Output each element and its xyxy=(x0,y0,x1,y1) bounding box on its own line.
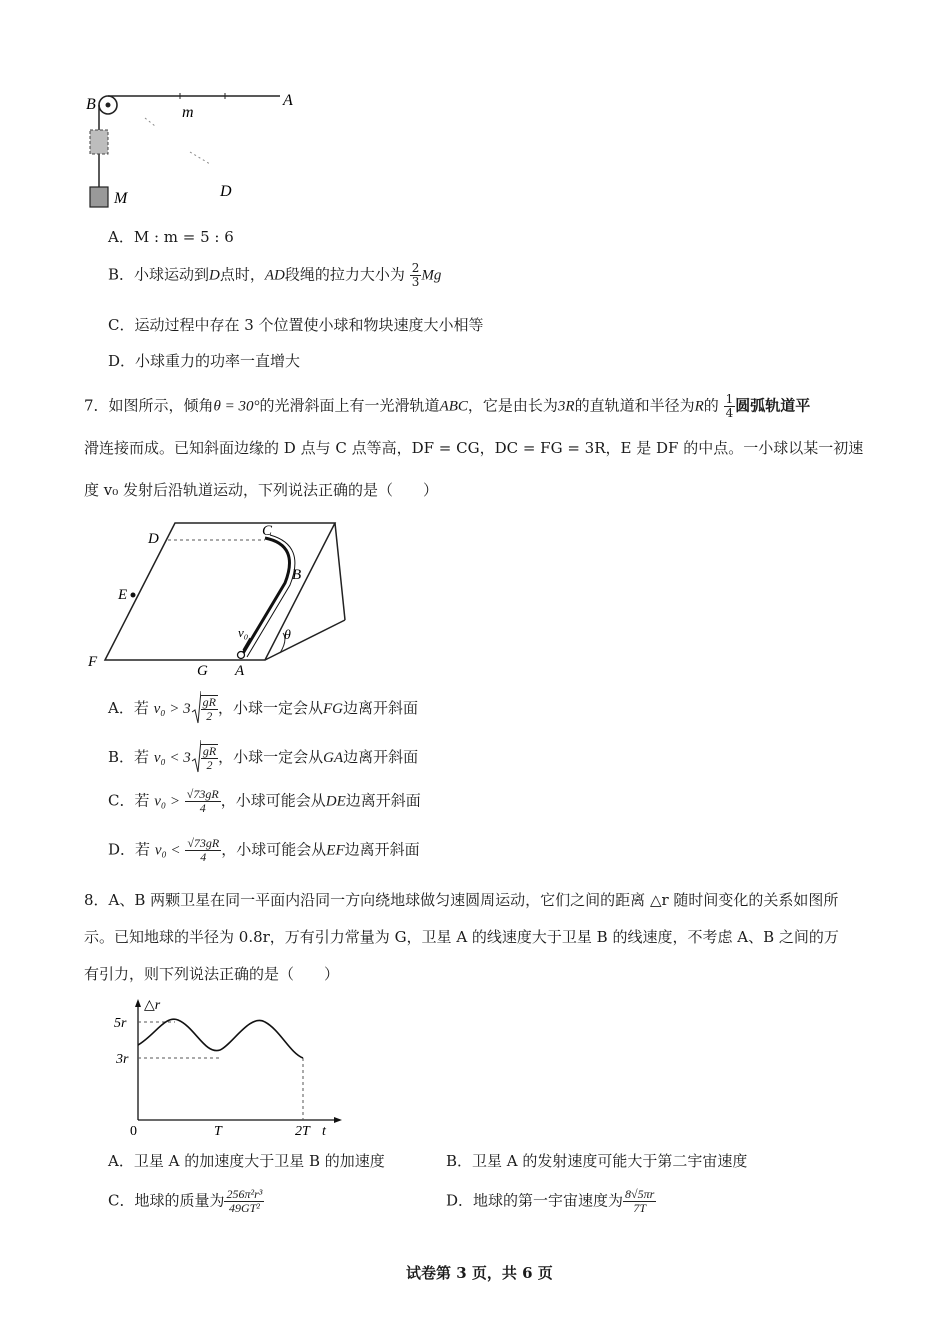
q8-option-d: D．地球的第一宇宙速度为 $\frac{8√5\pi r}{7T}$ xyxy=(446,1187,655,1215)
q8-option-c: C．地球的质量为 $\frac{\text{256π²r³}}{\text{49GT²}}$ xyxy=(108,1187,263,1215)
q7-figure xyxy=(80,515,370,685)
q6-b-mg: Mg xyxy=(421,267,442,284)
fig7-C: C xyxy=(262,523,273,539)
q7-option-b: B．若 v₀ < 3 $\frac{gR}{2}$ ，小球一定会从GA边离开斜面 xyxy=(108,739,418,777)
fig7-v0: v₀ xyxy=(238,625,249,640)
q7-option-a: A．若 v₀ > 3 $\frac{gR}{2}$ ，小球一定会从FG边离开斜面 xyxy=(108,690,418,728)
q7-stem-line2: 滑连接而成。已知斜面边缘的 D 点与 C 点等高，DF = CG，DC = FG = 3R，E 是 DF 的中点。一小球以某一初速 xyxy=(84,439,864,457)
q7-option-c: C．若 v₀ > $\frac{√73gR}{4}$ ，小球可能会从DE边离开斜面 xyxy=(108,787,421,815)
fig8-x0: 0 xyxy=(130,1124,137,1139)
q6-option-a: A．M : m = 5 : 6 xyxy=(108,228,234,246)
fig8-x2T: 2T xyxy=(295,1124,310,1139)
q8-option-b: B．卫星 A 的发射速度可能大于第二宇宙速度 xyxy=(446,1152,748,1170)
q7-stem-line1: 7．如图所示，倾角θ = 30°的光滑斜面上有一光滑轨道ABC，它是由长为3R的直轨道和半径为R的 $\frac{1}{4}$ 圆弧轨道平 xyxy=(84,392,811,420)
sqrt-icon xyxy=(191,739,201,777)
track-ABC xyxy=(242,538,290,655)
q6-option-d: D．小球重力的功率一直增大 xyxy=(108,352,301,370)
fig7-F: F xyxy=(88,654,98,670)
block-dashed xyxy=(90,130,108,154)
fig8-y3: 3r xyxy=(116,1052,129,1067)
fig7-D: D xyxy=(148,531,159,547)
q6-b-d: D xyxy=(209,267,220,284)
block-M xyxy=(90,187,108,207)
q8-stem-line1: 8．A、B 两颗卫星在同一平面内沿同一方向绕地球做匀速圆周运动，它们之间的距离 △r 随时间变化的关系如图所 xyxy=(84,891,839,909)
fig8-y5: 5r xyxy=(114,1016,127,1031)
q7-option-d: D．若 v₀ < $\frac{√73gR}{4}$ ，小球可能会从EF边离开斜面 xyxy=(108,836,420,864)
fig7-G: G xyxy=(197,663,208,679)
fig6-label-B: B xyxy=(86,96,96,113)
q6-b-fraction: $\frac{2}{3}$ xyxy=(411,261,420,289)
q8-option-a: A．卫星 A 的加速度大于卫星 B 的加速度 xyxy=(108,1152,385,1170)
fig8-xt: t xyxy=(322,1124,326,1139)
fig7-B: B xyxy=(292,567,302,583)
fig6-label-M: M xyxy=(114,190,128,207)
q6-figure xyxy=(80,80,310,220)
distance-curve xyxy=(138,1019,303,1058)
fig6-label-A: A xyxy=(283,92,293,109)
q8-stem-line2: 示。已知地球的半径为 0.8r，万有引力常量为 G，卫星 A 的线速度大于卫星 B 的线速度，不考虑 A、B 之间的万 xyxy=(84,928,839,946)
page-footer: 试卷第 3 页，共 6 页 xyxy=(406,1264,553,1282)
fig6-label-D: D xyxy=(220,183,232,200)
q8-stem-line3: 有引力，则下列说法正确的是（ ） xyxy=(84,965,340,983)
fig8-xT: T xyxy=(214,1124,222,1139)
q7-stem-line3: 度 v₀ 发射后沿轨道运动，下列说法正确的是（ ） xyxy=(84,481,439,499)
q6-b-text1: B．小球运动到 xyxy=(108,265,210,284)
fig7-A: A xyxy=(235,663,245,679)
q8-graph xyxy=(110,995,360,1140)
fig8-ylabel: △r xyxy=(144,998,161,1013)
incline-face xyxy=(105,523,335,660)
q6-option-b xyxy=(108,262,441,289)
q6-b-text3: 段绳的拉力大小为 xyxy=(284,265,405,284)
q7-quarter-fraction: $\frac{1}{4}$ xyxy=(725,392,734,420)
sqrt-icon xyxy=(191,690,201,728)
ball-icon xyxy=(238,652,245,659)
fig6-label-m: m xyxy=(182,104,194,121)
fig7-E: E xyxy=(118,587,128,603)
fig7-theta: θ xyxy=(284,628,291,643)
q6-b-text2: 点时， xyxy=(219,265,265,284)
q6-option-c: C．运动过程中存在 3 个位置使小球和物块速度大小相等 xyxy=(108,316,484,334)
q6-b-ad: AD xyxy=(264,267,285,284)
